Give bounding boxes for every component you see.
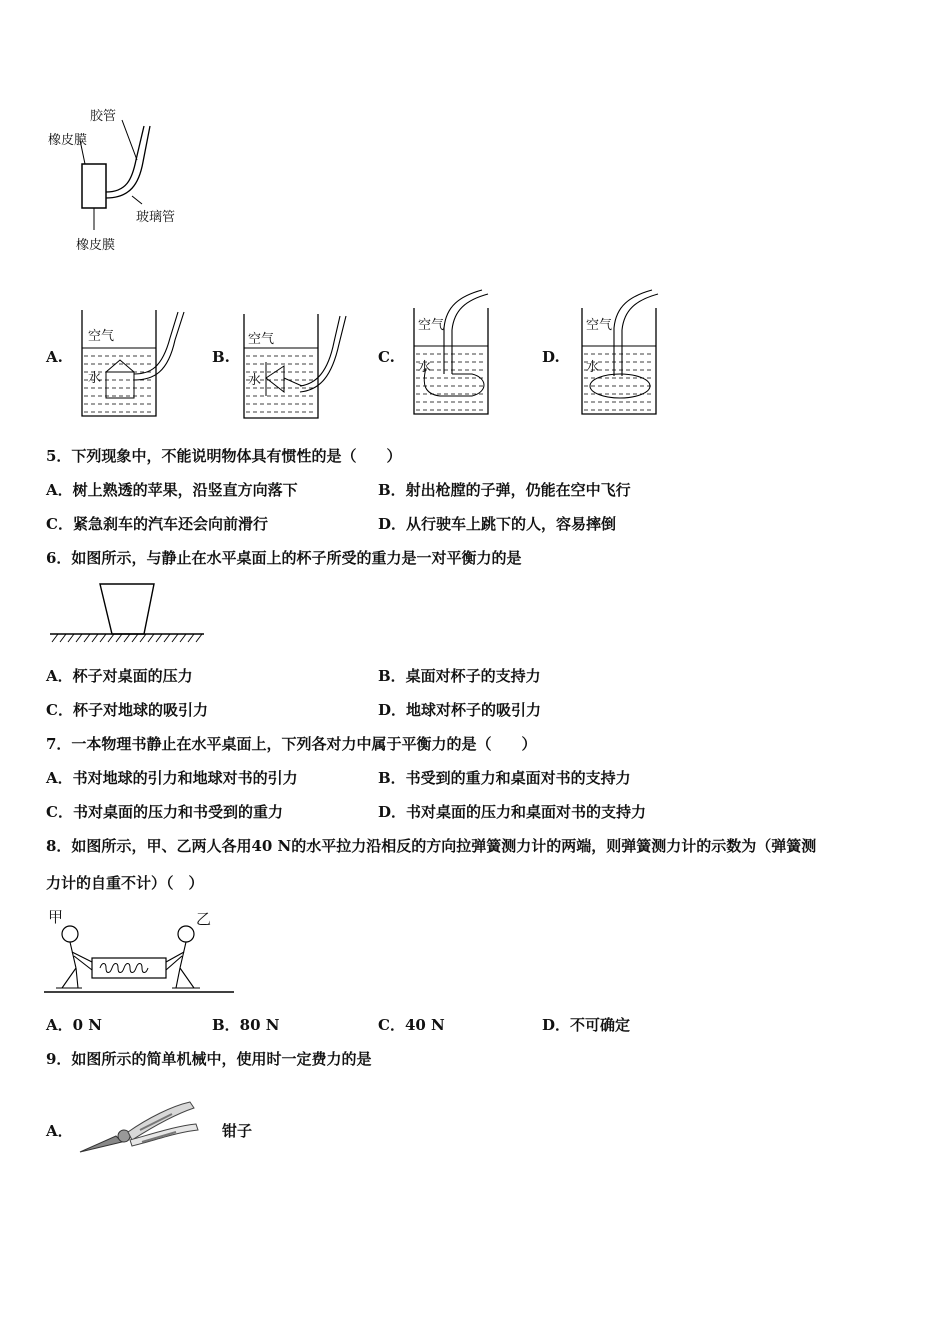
cup-on-table-diagram xyxy=(48,580,218,650)
q8-option-c[interactable]: C．40 N xyxy=(378,1016,445,1034)
q9-option-a-text[interactable]: 钳子 xyxy=(222,1122,253,1140)
spring-coil xyxy=(100,964,148,973)
q8-stem-line1: 8．如图所示，甲、乙两人各用40 N的水平拉力沿相反的方向拉弹簧测力计的两端，则弹簧测力计的示数为（弹簧测 xyxy=(46,837,817,855)
q6-stem: 6．如图所示，与静止在水平桌面上的杯子所受的重力是一对平衡力的是 xyxy=(46,549,522,567)
q6-option-c[interactable]: C．杯子对地球的吸引力 xyxy=(46,701,208,719)
q4-option-c-letter[interactable]: C. xyxy=(378,348,395,366)
q7-option-b[interactable]: B．书受到的重力和桌面对书的支持力 xyxy=(378,769,631,787)
q6-option-d[interactable]: D．地球对杯子的吸引力 xyxy=(378,701,542,719)
q4-option-a-letter[interactable]: A. xyxy=(46,348,63,366)
q8-stem-line2: 力计的自重不计）（ ） xyxy=(46,874,204,892)
glass-tube-curve xyxy=(106,126,144,192)
q6-option-a[interactable]: A．杯子对桌面的压力 xyxy=(46,667,193,685)
q4-option-c-water: 水 xyxy=(418,360,432,375)
q4-option-b-water: 水 xyxy=(248,373,262,388)
label-membrane-bottom: 橡皮膜 xyxy=(76,238,116,253)
person-right-head xyxy=(178,926,194,942)
q4-option-c-air: 空气 xyxy=(418,318,445,333)
q8-option-a[interactable]: A．0 N xyxy=(46,1016,103,1034)
q4-option-b-letter[interactable]: B. xyxy=(212,348,230,366)
q8-option-d[interactable]: D．不可确定 xyxy=(542,1016,631,1034)
probe-diagram xyxy=(40,100,240,260)
q7-option-a[interactable]: A．书对地球的引力和地球对书的引力 xyxy=(46,769,298,787)
spring-scale-diagram xyxy=(44,904,244,1000)
person-left-head xyxy=(62,926,78,942)
person-left-label: 甲 xyxy=(48,908,64,926)
q9-option-a-letter[interactable]: A． xyxy=(46,1122,73,1140)
q4-option-a-water: 水 xyxy=(88,371,102,386)
q5-option-b[interactable]: B．射出枪膛的子弹，仍能在空中飞行 xyxy=(378,481,631,499)
q5-option-d[interactable]: D．从行驶车上跳下的人，容易摔倒 xyxy=(378,515,617,533)
probe-box xyxy=(82,164,106,208)
spring-scale-body xyxy=(92,958,166,978)
label-membrane-top: 橡皮膜 xyxy=(48,133,88,148)
q5-option-a[interactable]: A．树上熟透的苹果，沿竖直方向落下 xyxy=(46,481,298,499)
q4-option-b-air: 空气 xyxy=(248,332,275,347)
label-glass-tube: 玻璃管 xyxy=(136,210,176,225)
person-right-label: 乙 xyxy=(196,910,212,928)
q5-stem: 5．下列现象中，不能说明物体具有惯性的是（ ） xyxy=(46,447,402,465)
q6-option-b[interactable]: B．桌面对杯子的支持力 xyxy=(378,667,541,685)
q4-option-c-diagram xyxy=(412,288,522,418)
q4-option-d-diagram xyxy=(580,288,690,418)
q4-option-d-air: 空气 xyxy=(586,318,613,333)
q4-option-a-air: 空气 xyxy=(88,329,115,344)
q8-option-b[interactable]: B．80 N xyxy=(212,1016,280,1034)
q7-stem: 7．一本物理书静止在水平桌面上，下列各对力中属于平衡力的是（ ） xyxy=(46,735,537,753)
label-hose: 胶管 xyxy=(90,109,117,124)
q5-option-c[interactable]: C．紧急刹车的汽车还会向前滑行 xyxy=(46,515,268,533)
cup xyxy=(100,584,154,634)
q7-option-d[interactable]: D．书对桌面的压力和桌面对书的支持力 xyxy=(378,803,647,821)
q9-stem: 9．如图所示的简单机械中，使用时一定费力的是 xyxy=(46,1050,372,1068)
q4-option-d-letter[interactable]: D. xyxy=(542,348,560,366)
q4-option-d-water: 水 xyxy=(586,360,600,375)
q7-option-c[interactable]: C．书对桌面的压力和书受到的重力 xyxy=(46,803,283,821)
pliers-icon xyxy=(76,1098,206,1158)
